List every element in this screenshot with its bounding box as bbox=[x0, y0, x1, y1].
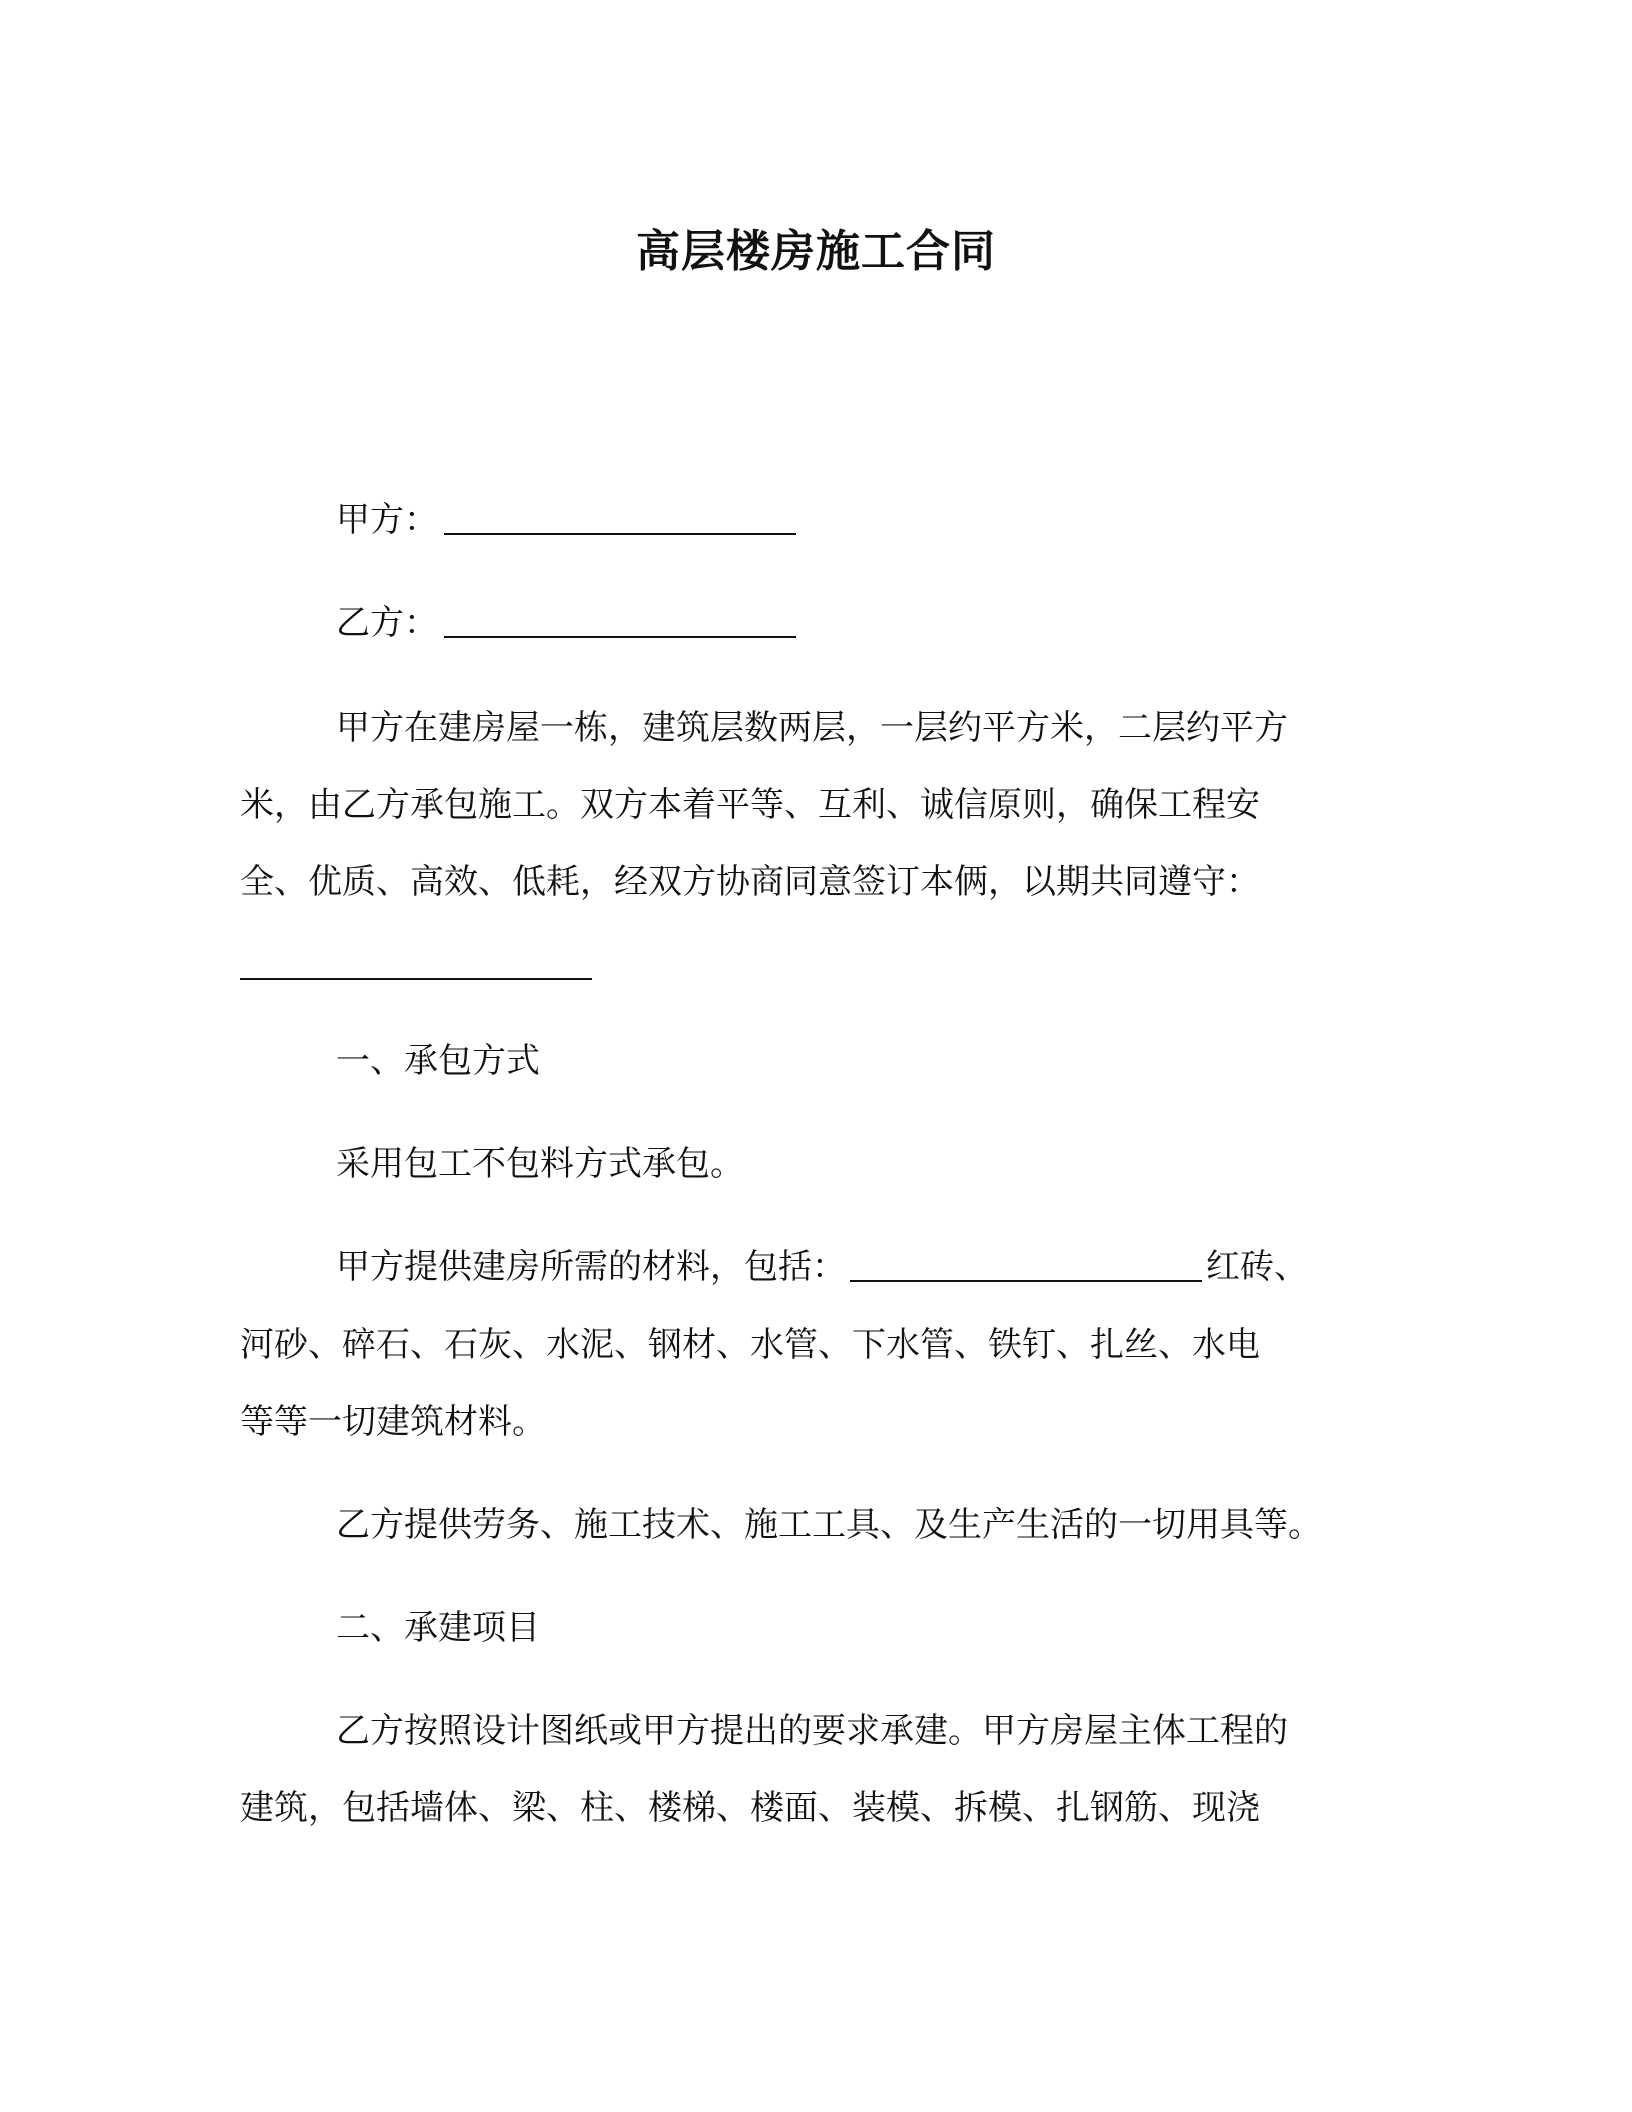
document-title: 高层楼房施工合同 bbox=[636, 226, 996, 277]
intro-line-2: 米，由乙方承包施工。双方本着平等、互利、诚信原则，确保工程安 bbox=[240, 785, 1260, 825]
intro-line-1: 甲方在建房屋一栋，建筑层数两层，一层约平方米，二层约平方 bbox=[336, 708, 1288, 748]
party-a-label: 甲方： bbox=[336, 500, 438, 540]
section1-paragraph2-line2: 河砂、碎石、石灰、水泥、钢材、水管、下水管、铁钉、扎丝、水电 bbox=[240, 1325, 1260, 1365]
section1-paragraph2-line1 bbox=[336, 1242, 1420, 1292]
intro-blank[interactable] bbox=[240, 978, 592, 980]
party-b-line bbox=[336, 598, 1420, 648]
intro-line-3: 全、优质、高效、低耗，经双方协商同意签订本俩，以期共同遵守： bbox=[240, 862, 1260, 902]
materials-blank[interactable] bbox=[850, 1250, 1202, 1282]
materials-suffix: 红砖、 bbox=[1206, 1247, 1308, 1287]
section1-paragraph3: 乙方提供劳务、施工技术、施工工具、及生产生活的一切用具等。 bbox=[336, 1505, 1322, 1545]
section1-paragraph2-line3: 等等一切建筑材料。 bbox=[240, 1402, 546, 1442]
section2-line2: 建筑，包括墙体、梁、柱、楼梯、楼面、装模、拆模、扎钢筋、现浇 bbox=[240, 1788, 1260, 1828]
section1-heading: 一、承包方式 bbox=[336, 1041, 540, 1081]
party-a-line bbox=[336, 495, 1420, 545]
party-b-label: 乙方： bbox=[336, 603, 438, 643]
party-b-blank[interactable] bbox=[444, 606, 796, 638]
section2-heading: 二、承建项目 bbox=[336, 1608, 540, 1648]
section1-paragraph1: 采用包工不包料方式承包。 bbox=[336, 1144, 744, 1184]
materials-prefix: 甲方提供建房所需的材料，包括： bbox=[336, 1247, 846, 1287]
party-a-blank[interactable] bbox=[444, 503, 796, 535]
section2-line1: 乙方按照设计图纸或甲方提出的要求承建。甲方房屋主体工程的 bbox=[336, 1711, 1288, 1751]
